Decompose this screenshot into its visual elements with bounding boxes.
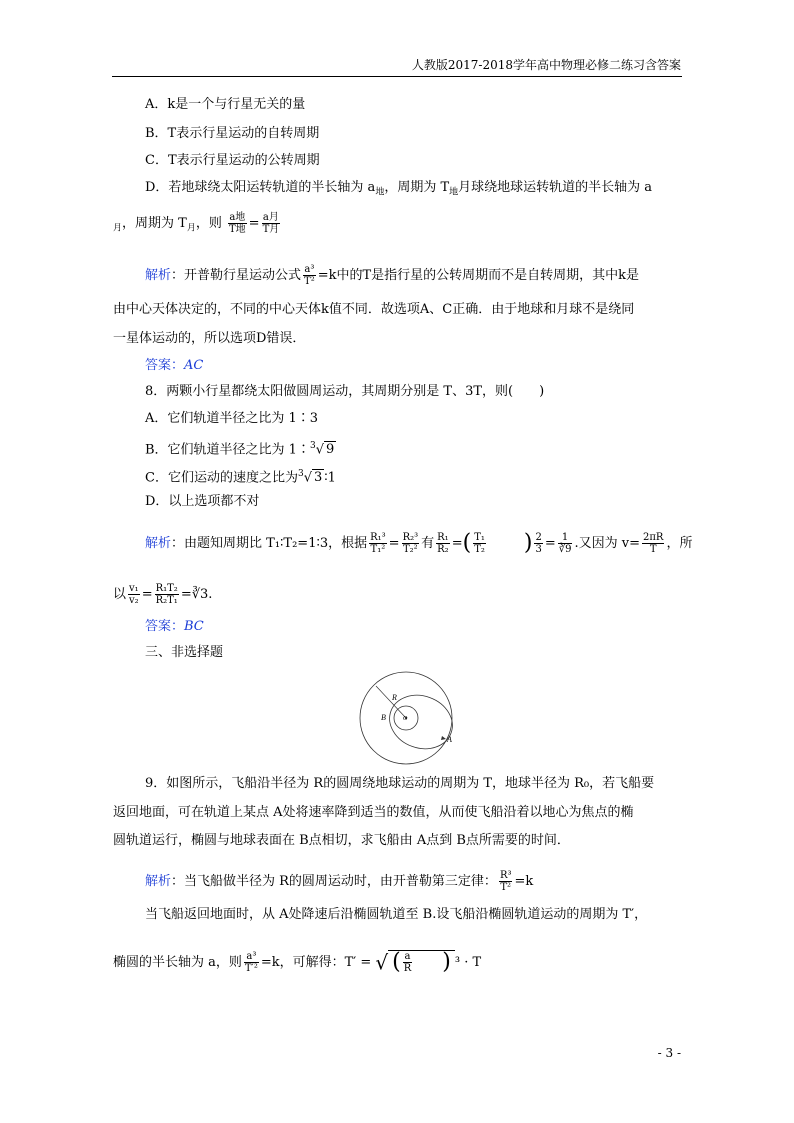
q9-analysis-fraction-1: $\frac{\text{R³}}{\text{T²}}$ bbox=[499, 870, 512, 893]
q7-option-d-line2: $_月$，周期为 $T_月$，则 $\frac{\text{a地}}{\text{T地}}$ = $\frac{\text{a月}}{\text{T月}}$ bbox=[113, 212, 280, 235]
q8-analysis-line2: 以 $\frac{\text{v₁}}{\text{v₂}}$ = $\frac{\text{R₁T₂}}{\text{R₂T₁}}$ =∛3. bbox=[113, 583, 213, 606]
q7-option-d-sub3: 月 bbox=[113, 223, 123, 234]
q8-option-c: C．它们运动的速度之比为$^3$√ 3 ∶1 bbox=[145, 469, 336, 486]
q8-analysis-fraction-2: $\frac{\text{R₂³}}{\text{T₂²}}$ bbox=[402, 532, 419, 555]
q9-analysis-fraction-3: $\frac{a}{R}$ bbox=[403, 951, 412, 974]
q8-analysis-fraction-1: $\frac{\text{R₁³}}{\text{T₁²}}$ bbox=[370, 532, 386, 555]
q8-answer bbox=[145, 619, 204, 635]
section-title: 三、非选择题 bbox=[145, 645, 224, 660]
q9-analysis-text-b: =k bbox=[514, 874, 534, 889]
q7-option-d-line1 bbox=[145, 180, 652, 201]
q9-analysis-text-c: 椭圆的半长轴为 a，则 bbox=[113, 955, 242, 970]
q9-analysis-line1 bbox=[145, 870, 533, 893]
q8-analysis-eq: = bbox=[388, 536, 400, 551]
q9-stem-line3: 圆轨道运行，椭圆与地球表面在 B点相切，求飞船由 A点到 B点所需要的时间． bbox=[113, 833, 570, 848]
q9-analysis-text-d: =k，可解得：T′ = bbox=[260, 955, 372, 970]
page-header: 人教版2017-2018学年高中物理必修二练习含答案 bbox=[411, 58, 681, 72]
q7-option-d-sub4: 月 bbox=[186, 223, 196, 234]
q7-analysis-text-a: ：开普勒行星运动公式 bbox=[171, 268, 302, 283]
q8-analysis-fraction-7: $\frac{2\pi R}{T}$ bbox=[643, 532, 664, 555]
q7-option-a: A．k是一个与行星无关的量 bbox=[145, 97, 306, 112]
q8-option-c-text: C．它们运动的速度之比为 bbox=[145, 470, 298, 486]
label-o: O bbox=[403, 716, 408, 722]
page-number: - 3 - bbox=[657, 1046, 681, 1060]
q8-analysis-text-a: ：由题知周期比 T₁∶T₂=1∶3，根据 bbox=[171, 536, 368, 551]
q8-option-b-root: 9 bbox=[326, 442, 335, 458]
q8-option-b-text: B．它们轨道半径之比为 1∶ bbox=[145, 442, 310, 458]
label-a: A bbox=[447, 735, 452, 744]
q9-analysis-label: 解析 bbox=[145, 874, 172, 889]
q7-analysis-fraction: $\frac{\text{a³}}{\text{T²}}$ bbox=[304, 264, 315, 287]
q8-option-d: D．以上选项都不对 bbox=[145, 494, 260, 509]
q9-stem-line2: 返回地面，可在轨道上某点 A处将速率降到适当的数值，从而使飞船沿着以地心为焦点的椭 bbox=[113, 805, 634, 820]
q9-analysis-fraction-2: $\frac{\text{a³}}{\text{T′²}}$ bbox=[244, 951, 258, 974]
q8-analysis-text-d: 以 bbox=[113, 587, 127, 602]
q7-option-d-text-b: ，周期为 T bbox=[384, 180, 450, 195]
header-rule bbox=[112, 76, 682, 77]
q9-analysis-sqrt: ( $\frac{a}{R}$ ) bbox=[388, 950, 455, 974]
q7-option-b: B．T表示行星运动的自转周期 bbox=[145, 126, 320, 141]
q7-analysis-label: 解析 bbox=[145, 268, 172, 283]
q7-answer bbox=[145, 358, 203, 374]
q8-analysis-fraction-9: $\frac{\text{R₁T₂}}{\text{R₂T₁}}$ bbox=[155, 583, 178, 606]
q8-answer-label: 答案： bbox=[145, 619, 185, 634]
q8-analysis-fraction-5: $\frac{2}{3}$ bbox=[535, 532, 542, 555]
q8-answer-value: BC bbox=[184, 619, 204, 634]
q7-option-d-sub2: 地 bbox=[449, 187, 459, 198]
q7-option-c: C．T表示行星运动的公转周期 bbox=[145, 153, 320, 168]
q7-answer-label: 答案： bbox=[145, 358, 185, 373]
q8-option-c-root: 3 bbox=[313, 470, 323, 486]
q7-option-d-text-c: 月球绕地球运转轨道的半长轴为 a bbox=[458, 180, 653, 195]
q7-analysis-line2: 由中心天体决定的，不同的中心天体k值不同．故选项A、C正确．由于地球和月球不是绕同 bbox=[113, 302, 635, 317]
q7-answer-value: AC bbox=[184, 358, 204, 373]
q8-analysis-text-b: .又因为 v= bbox=[574, 536, 640, 551]
q8-analysis-fraction-6: $\frac{1}{∛9}$ bbox=[558, 532, 572, 555]
q9-analysis-line2: 当飞船返回地面时，从 A处降速后沿椭圆轨道至 B.设飞船沿椭圆轨道运动的周期为 T′， bbox=[145, 907, 648, 922]
q7-option-d-text-e: ，则 bbox=[195, 216, 222, 231]
q7-option-d-text-d: ，周期为 T bbox=[122, 216, 187, 231]
q8-option-b: B．它们轨道半径之比为 1∶$^3$√ 9 bbox=[145, 441, 335, 458]
q8-stem: 8．两颗小行星都绕太阳做圆周运动，其周期分别是 T、3T，则( ) bbox=[145, 384, 545, 399]
q9-analysis-line3: 椭圆的半长轴为 a，则 $\frac{\text{a³}}{\text{T′²}}$ =k，可解得：T′ = √ ( $\frac{a}{R}$ ) ³ · T bbox=[113, 949, 482, 975]
q8-option-b-root-index: 3 bbox=[309, 441, 316, 451]
q8-analysis-text-c: ，所 bbox=[666, 536, 693, 551]
q8-analysis-label: 解析 bbox=[145, 536, 172, 551]
arrow-icon bbox=[441, 736, 446, 740]
q9-analysis-text-a: ：当飞船做半径为 R的圆周运动时，由开普勒第三定律： bbox=[171, 874, 497, 889]
q8-analysis-line1: 解析：由题知周期比 T₁∶T₂=1∶3，根据 $\frac{\text{R₁³}}{\text{T₁²}}$ = $\frac{\text{R₂³}}{\text{T₂²}}$ 有 $\frac{\text{R₁}}{\text{R₂}}$ =( $\frac{\text{T₁}}{\text{T₂}}$ ) $\frac{2}{3}$ = $\frac{1}{∛9}$ .又因为 v= $\frac{2\pi R}{T}$ ，所 bbox=[145, 530, 693, 556]
q9-analysis-text-e: ³ · T bbox=[454, 955, 482, 970]
q8-option-a: A．它们轨道半径之比为 1∶3 bbox=[145, 411, 319, 426]
q9-stem-line1: 9．如图所示，飞船沿半径为 R的圆周绕地球运动的周期为 T，地球半径为 R₀，若飞船要 bbox=[145, 776, 655, 791]
q8-option-c-root-index: 3 bbox=[297, 469, 304, 479]
q7-option-d-sub1: 地 bbox=[375, 187, 385, 198]
q8-analysis-fraction-8: $\frac{\text{v₁}}{\text{v₂}}$ bbox=[129, 583, 139, 606]
label-b: B bbox=[381, 713, 386, 722]
q7-option-d-text-a: D．若地球绕太阳运转轨道的半长轴为 a bbox=[145, 180, 376, 195]
orbit-figure bbox=[359, 670, 459, 770]
label-r: R bbox=[392, 693, 397, 702]
q7-analysis-text-b: =k中的T是指行星的公转周期而不是自转周期，其中k是 bbox=[317, 268, 640, 283]
q7-option-d-fraction-2: $\frac{\text{a月}}{\text{T月}}$ bbox=[262, 212, 280, 235]
q8-analysis-you: 有 bbox=[421, 536, 435, 551]
q7-option-d-fraction-1: $\frac{\text{a地}}{\text{T地}}$ bbox=[229, 212, 246, 235]
q8-analysis-fraction-4: $\frac{\text{T₁}}{\text{T₂}}$ bbox=[474, 532, 485, 555]
q8-analysis-fraction-3: $\frac{\text{R₁}}{\text{R₂}}$ bbox=[437, 532, 449, 555]
q8-analysis-text-e: =∛3. bbox=[180, 587, 213, 602]
q7-analysis-line1 bbox=[145, 264, 639, 287]
q7-analysis-line3: 一星体运动的，所以选项D错误． bbox=[113, 331, 306, 346]
q8-option-c-ratio: ∶1 bbox=[324, 470, 336, 486]
